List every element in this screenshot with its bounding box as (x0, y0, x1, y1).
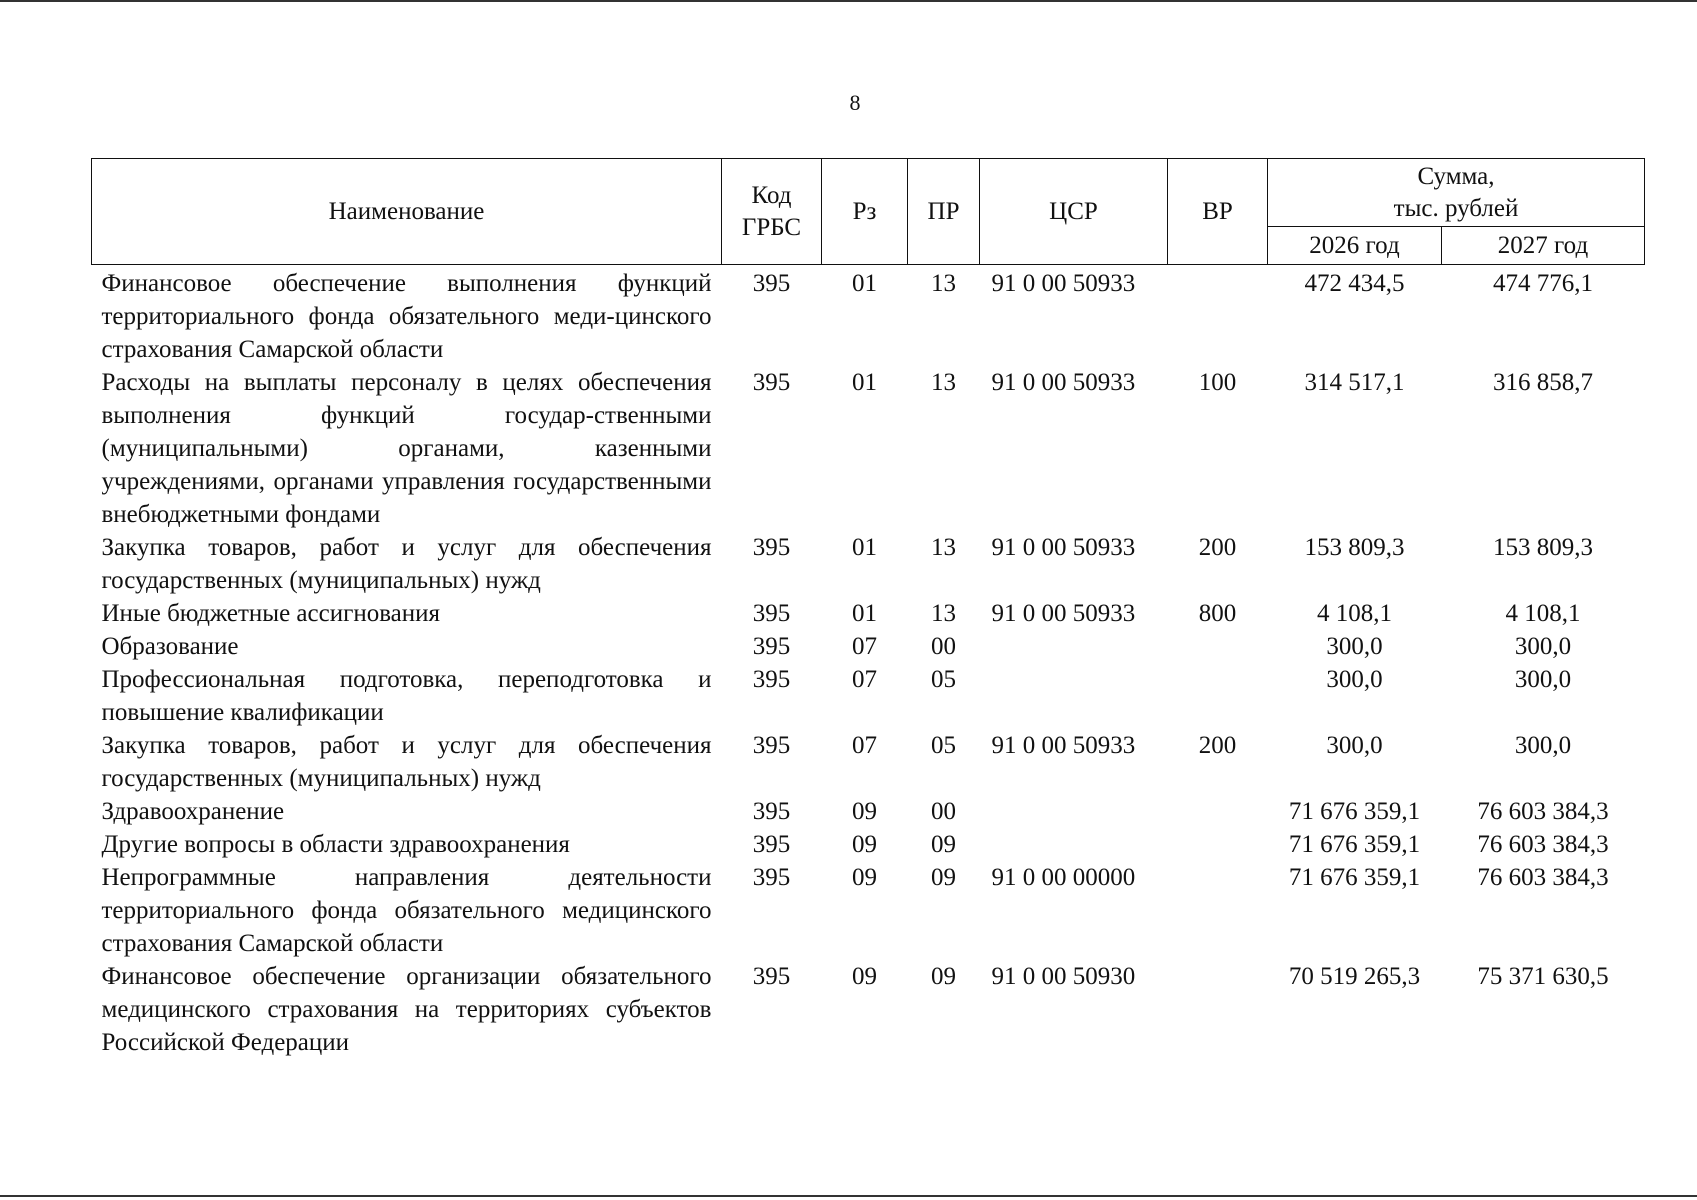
row-name: Профессиональная подготовка, переподготовка и повышение квалификации (101, 666, 712, 726)
row-vr (1168, 960, 1268, 1059)
scan-edge-top (0, 0, 1697, 2)
table-row (92, 795, 1645, 828)
row-amount-2027: 300,0 (1514, 732, 1572, 759)
row-amount-2027: 76 603 384,3 (1477, 831, 1609, 858)
row-pr: 09 (931, 864, 956, 891)
row-csr (980, 828, 1168, 861)
row-name: Закупка товаров, работ и услуг для обеспечения государственных (муниципальных) нужд (101, 534, 712, 594)
row-code: 395 (752, 666, 791, 693)
row-code: 395 (752, 369, 791, 396)
row-amount-2026: 300,0 (1326, 633, 1383, 660)
row-amount-2026: 70 519 265,3 (1288, 963, 1421, 990)
row-pr: 05 (931, 732, 956, 759)
row-vr (1168, 265, 1268, 367)
row-name: Расходы на выплаты персоналу в целях обеспечения выполнения функций государ-ственными (муниципальными) органами, казенными учреждениями, органами управления государственными внебюджетными фондами (101, 369, 712, 528)
row-pr: 13 (931, 369, 956, 396)
row-pr: 09 (931, 831, 956, 858)
row-code: 395 (752, 864, 791, 891)
header-sum-line2: тыс. рублей (1393, 194, 1519, 222)
row-amount-2027: 153 809,3 (1493, 534, 1593, 561)
row-amount-2027: 76 603 384,3 (1477, 864, 1609, 891)
row-name: Финансовое обеспечение выполнения функций территориального фонда обязательного меди-цинского страхования Самарской области (101, 270, 712, 363)
row-rz: 07 (852, 633, 877, 660)
row-vr: 800 (1198, 600, 1237, 627)
scan-edge-bottom (0, 1195, 1697, 1197)
row-rz: 09 (852, 798, 877, 825)
header-sum-line1: Сумма, (1417, 162, 1495, 190)
row-name: Непрограммные направления деятельности территориального фонда обязательного медицинского страхования Самарской области (101, 864, 712, 957)
header-year-2026: 2026 год (1268, 227, 1442, 265)
row-name: Другие вопросы в области здравоохранения (101, 831, 570, 858)
row-amount-2026: 472 434,5 (1304, 270, 1405, 297)
row-pr: 13 (931, 270, 956, 297)
row-amount-2026: 71 676 359,1 (1288, 798, 1421, 825)
row-pr: 05 (931, 666, 956, 693)
row-rz: 01 (852, 600, 877, 627)
table-row (92, 861, 1645, 960)
row-csr: 91 0 00 50930 (991, 963, 1136, 990)
row-name: Образование (101, 633, 239, 660)
row-csr (980, 630, 1168, 663)
row-rz: 09 (852, 963, 877, 990)
row-pr: 00 (931, 798, 956, 825)
header-year-2027: 2027 год (1442, 227, 1645, 265)
row-vr (1168, 630, 1268, 663)
row-pr: 13 (931, 600, 956, 627)
header-vr: ВР (1168, 159, 1268, 265)
row-rz: 01 (852, 369, 877, 396)
table-header (92, 159, 1645, 265)
row-amount-2027: 76 603 384,3 (1477, 798, 1609, 825)
header-csr: ЦСР (980, 159, 1168, 265)
row-csr (980, 663, 1168, 729)
row-amount-2027: 316 858,7 (1493, 369, 1593, 396)
row-vr: 100 (1198, 369, 1237, 396)
row-csr (980, 795, 1168, 828)
row-amount-2027: 300,0 (1514, 633, 1572, 660)
header-sum (1268, 159, 1645, 227)
row-amount-2027: 4 108,1 (1505, 600, 1581, 627)
header-code-line2: ГРБС (741, 213, 802, 241)
row-vr (1168, 795, 1268, 828)
row-code: 395 (752, 963, 791, 990)
row-pr: 09 (931, 963, 956, 990)
row-csr: 91 0 00 50933 (991, 600, 1136, 627)
row-amount-2026: 71 676 359,1 (1288, 864, 1421, 891)
row-amount-2027: 474 776,1 (1493, 270, 1593, 297)
row-code: 395 (752, 600, 791, 627)
row-amount-2026: 300,0 (1326, 666, 1383, 693)
row-amount-2026: 314 517,1 (1304, 369, 1405, 396)
table-row (92, 366, 1645, 531)
row-pr: 00 (931, 633, 956, 660)
row-vr: 200 (1198, 732, 1237, 759)
row-vr: 200 (1198, 534, 1237, 561)
header-code (722, 159, 822, 265)
table-row (92, 531, 1645, 597)
row-name: Финансовое обеспечение организации обязательного медицинского страхования на территориях субъектов Российской Федерации (101, 963, 712, 1056)
row-csr: 91 0 00 00000 (991, 864, 1136, 891)
row-code: 395 (752, 831, 791, 858)
row-rz: 01 (852, 534, 877, 561)
page-number: 8 (849, 90, 861, 115)
row-amount-2026: 71 676 359,1 (1288, 831, 1421, 858)
row-rz: 07 (852, 732, 877, 759)
table-row (92, 597, 1645, 630)
budget-table (91, 158, 1645, 1059)
row-rz: 01 (852, 270, 877, 297)
row-name: Закупка товаров, работ и услуг для обеспечения государственных (муниципальных) нужд (101, 732, 712, 792)
row-csr: 91 0 00 50933 (991, 270, 1136, 297)
table-row (92, 663, 1645, 729)
row-vr (1168, 828, 1268, 861)
row-vr (1168, 663, 1268, 729)
row-rz: 07 (852, 666, 877, 693)
row-code: 395 (752, 270, 791, 297)
row-name: Здравоохранение (101, 798, 285, 825)
row-rz: 09 (852, 831, 877, 858)
row-amount-2027: 300,0 (1514, 666, 1572, 693)
row-csr: 91 0 00 50933 (991, 534, 1136, 561)
table-row (92, 729, 1645, 795)
row-amount-2027: 75 371 630,5 (1477, 963, 1609, 990)
row-name: Иные бюджетные ассигнования (101, 600, 441, 627)
row-rz: 09 (852, 864, 877, 891)
header-rz: Рз (822, 159, 908, 265)
table-row (92, 960, 1645, 1059)
row-csr: 91 0 00 50933 (991, 369, 1136, 396)
header-name: Наименование (92, 159, 722, 265)
row-code: 395 (752, 534, 791, 561)
row-amount-2026: 300,0 (1326, 732, 1383, 759)
table-row (92, 828, 1645, 861)
table-row (92, 265, 1645, 367)
row-code: 395 (752, 798, 791, 825)
row-amount-2026: 153 809,3 (1304, 534, 1405, 561)
row-amount-2026: 4 108,1 (1317, 600, 1392, 627)
header-pr: ПР (908, 159, 980, 265)
row-vr (1168, 861, 1268, 960)
header-code-line1: Код (751, 181, 792, 209)
row-csr: 91 0 00 50933 (991, 732, 1136, 759)
table-row (92, 630, 1645, 663)
table-body (92, 265, 1645, 1060)
row-pr: 13 (931, 534, 956, 561)
row-code: 395 (752, 732, 791, 759)
row-code: 395 (752, 633, 791, 660)
